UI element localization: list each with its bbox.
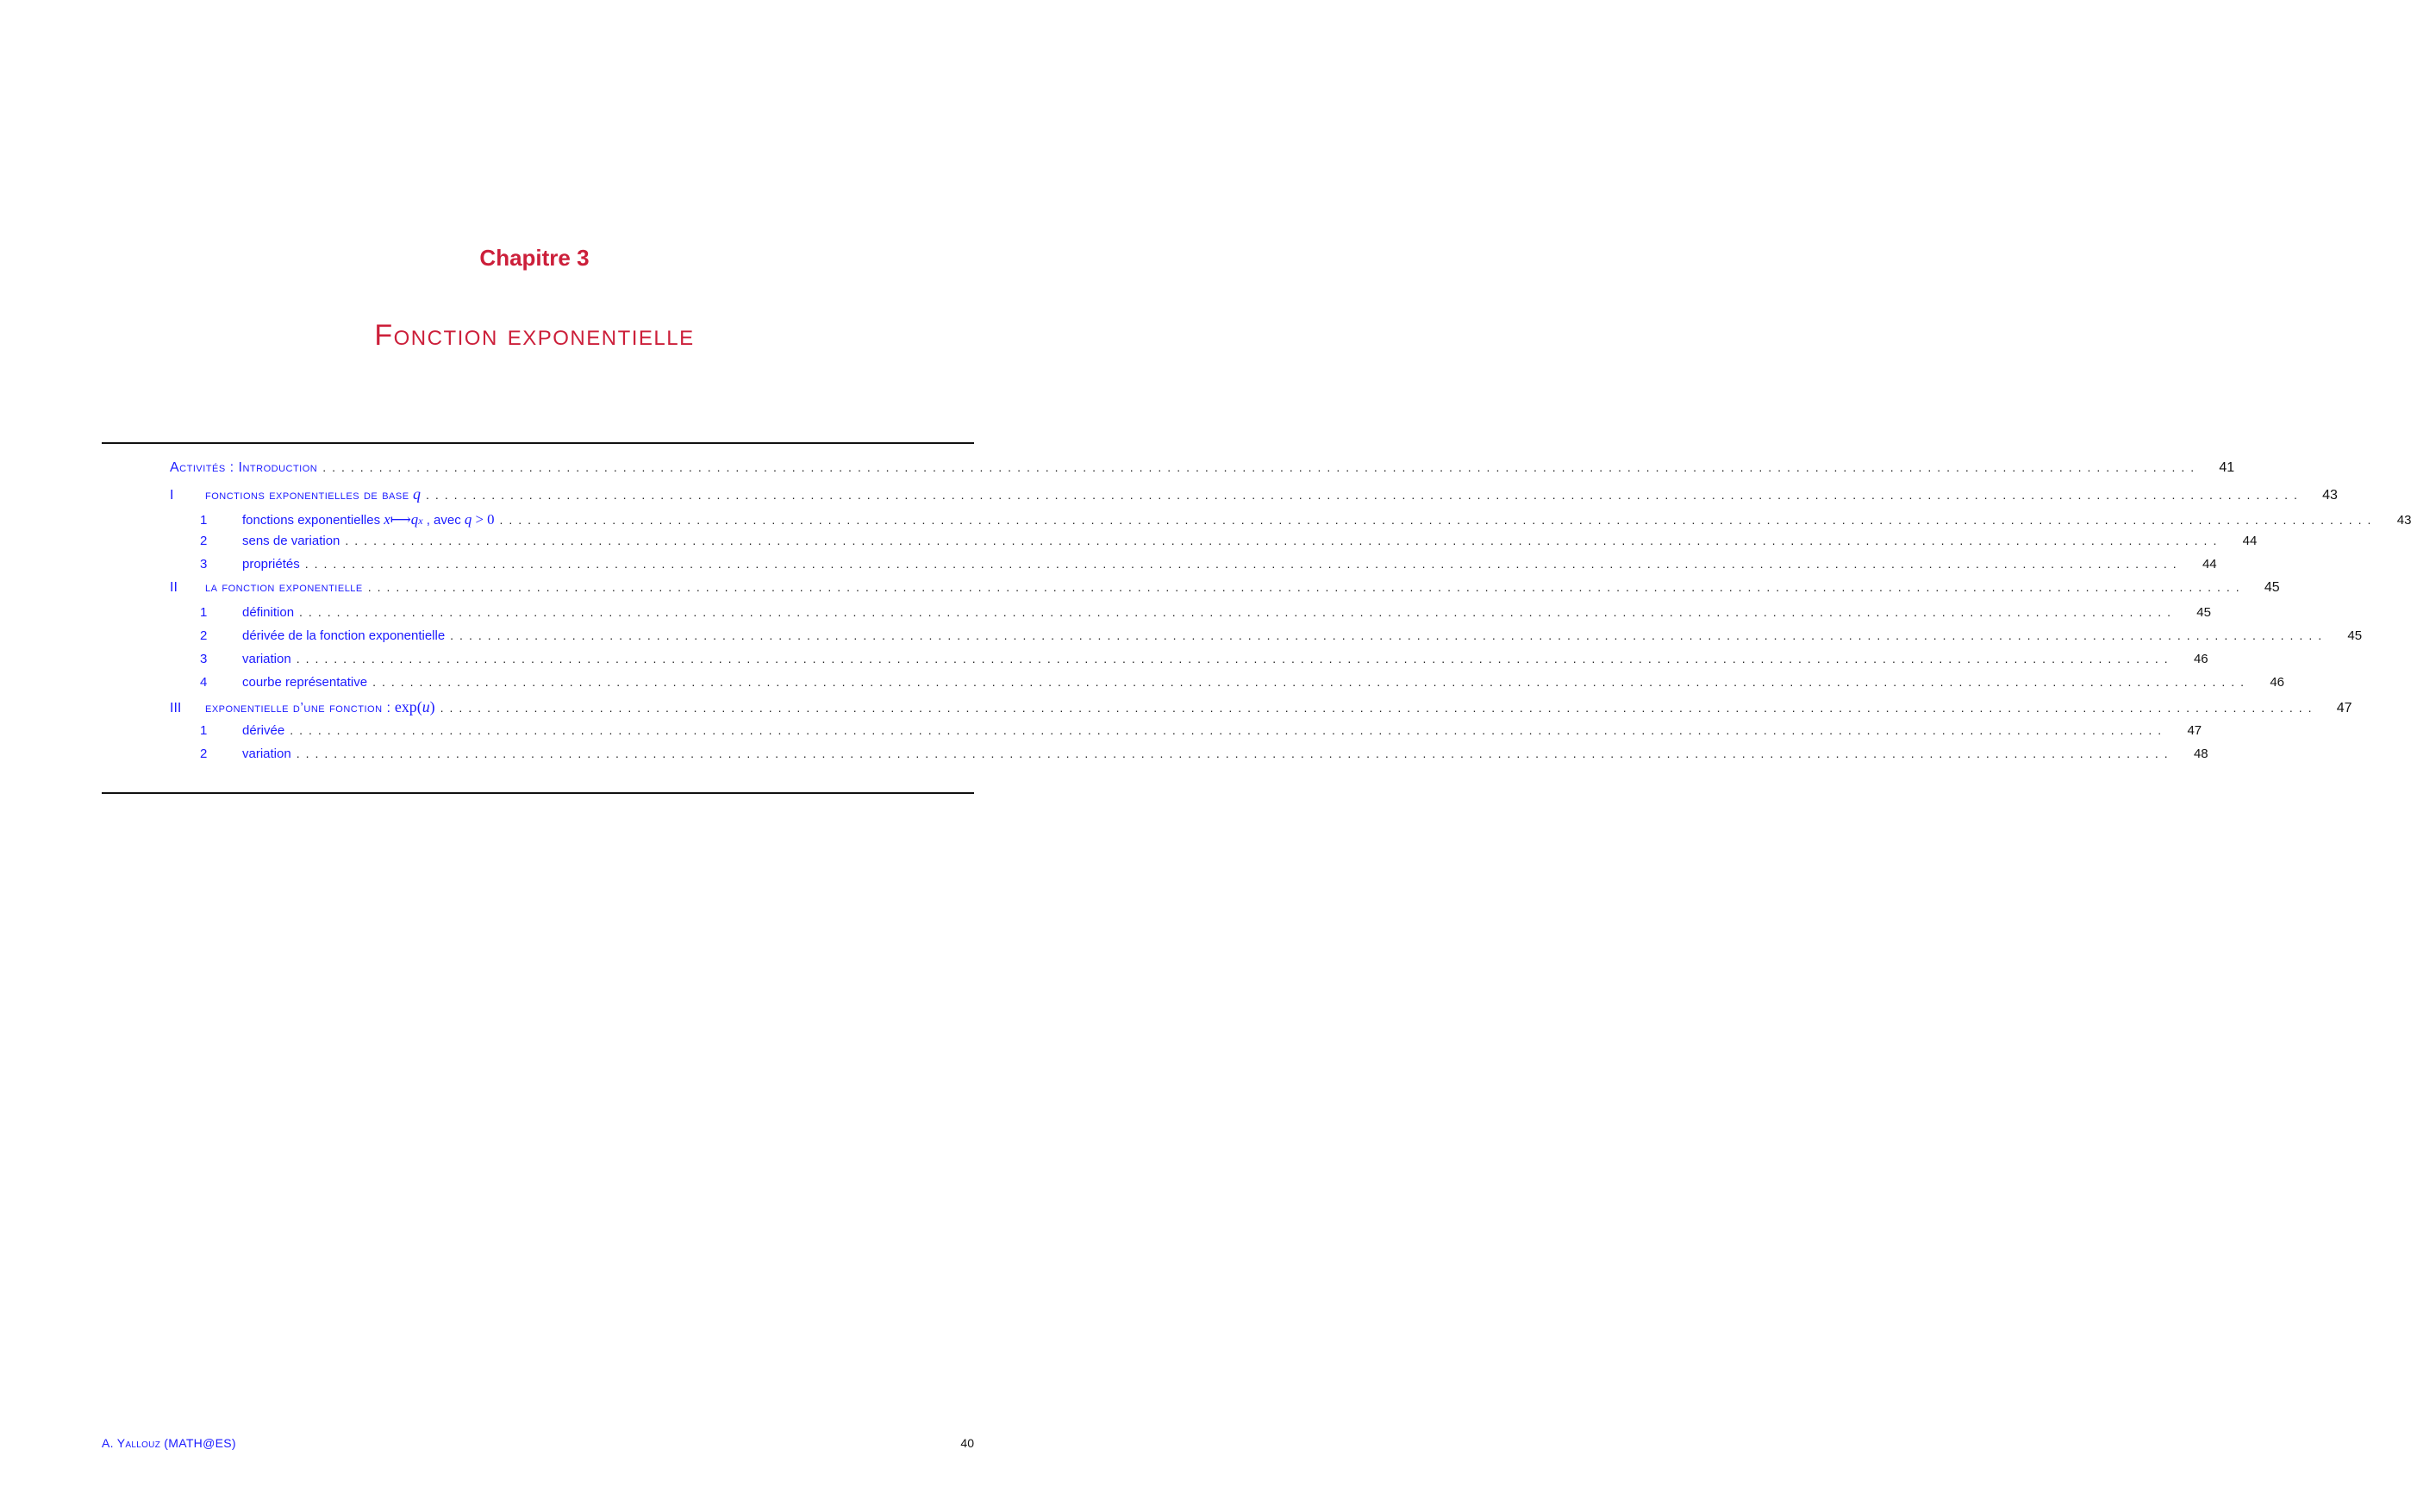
- math-variable: q: [464, 511, 472, 528]
- toc-entry-label: dérivée: [242, 723, 285, 738]
- toc-subsection-2-1[interactable]: [170, 605, 2211, 628]
- footer-author: A. Yallouz (MATH@ES): [102, 1436, 236, 1450]
- toc-page-number: 45: [2264, 580, 2280, 595]
- toc-entry-text: , avec: [426, 513, 461, 528]
- dot-leader: ........................................................................................................................................................................................................: [299, 605, 2177, 619]
- table-of-contents: [170, 460, 2411, 770]
- toc-subsection-3-2[interactable]: [170, 747, 2208, 770]
- subsection-number: 1: [200, 723, 208, 738]
- math-variable: q: [413, 485, 421, 503]
- toc-entry-label: propriétés: [242, 557, 300, 572]
- toc-page-number: 47: [2336, 701, 2352, 715]
- toc-subsection-2-2[interactable]: [170, 628, 2363, 652]
- math-function: exp(: [394, 698, 422, 715]
- subsection-number: 3: [200, 652, 208, 666]
- toc-subsection-1-3[interactable]: [170, 557, 2217, 580]
- dot-leader: ........................................................................................................................................................................................................: [290, 723, 2168, 737]
- subsection-number: 2: [200, 534, 208, 548]
- dot-leader: ........................................................................................................................................................................................................: [499, 513, 2377, 527]
- dot-leader: ........................................................................................................................................................................................................: [296, 652, 2174, 665]
- math-variable: q: [410, 511, 419, 528]
- toc-subsection-1-2[interactable]: [170, 534, 2258, 557]
- section-number: I: [170, 488, 174, 503]
- toc-entry-label: la fonction exponentielle: [205, 580, 363, 595]
- toc-entry-label: courbe représentative: [242, 675, 368, 690]
- section-number: II: [170, 580, 178, 595]
- toc-subsection-2-4[interactable]: [170, 675, 2285, 698]
- section-number: III: [170, 701, 182, 715]
- chapter-title: Fonction exponentielle: [374, 319, 695, 352]
- toc-entry-label: fonctions exponentielles: [242, 513, 381, 528]
- toc-subsection-2-3[interactable]: [170, 652, 2208, 675]
- subsection-number: 4: [200, 675, 208, 690]
- footer-page-number: 40: [960, 1436, 974, 1450]
- subsection-number: 1: [200, 605, 208, 620]
- toc-entry-label: variation: [242, 652, 291, 666]
- toc-entry-label: fonctions exponentielles de base: [205, 488, 409, 503]
- toc-entry-intro[interactable]: [170, 460, 2235, 485]
- top-rule: [102, 442, 974, 444]
- toc-page-number: 46: [2193, 652, 2208, 666]
- toc-entry-label: sens de variation: [242, 534, 340, 548]
- toc-page-number: 41: [2219, 460, 2235, 475]
- subsection-number: 1: [200, 513, 208, 528]
- subsection-number: 2: [200, 628, 208, 643]
- toc-page-number: 43: [2396, 513, 2411, 528]
- dot-leader: ........................................................................................................................................................................................................: [296, 747, 2174, 760]
- dot-leader: ........................................................................................................................................................................................................: [367, 580, 2245, 594]
- subsection-number: 2: [200, 747, 208, 761]
- dot-leader: ........................................................................................................................................................................................................: [425, 488, 2303, 502]
- toc-page-number: 45: [2196, 605, 2211, 620]
- bottom-rule: [102, 792, 974, 794]
- math-paren: ): [429, 698, 435, 715]
- toc-entry-label: variation: [242, 747, 291, 761]
- math-condition: > 0: [475, 511, 495, 528]
- toc-page-number: 45: [2347, 628, 2363, 643]
- math-variable: u: [422, 698, 430, 715]
- toc-page-number: 44: [2242, 534, 2258, 548]
- dot-leader: ........................................................................................................................................................................................................: [304, 557, 2183, 571]
- dot-leader: ........................................................................................................................................................................................................: [450, 628, 2328, 642]
- math-exponent: x: [418, 515, 423, 527]
- toc-entry-label: dérivée de la fonction exponentielle: [242, 628, 446, 643]
- toc-subsection-1-1[interactable]: [170, 510, 2411, 534]
- dot-leader: ........................................................................................................................................................................................................: [345, 534, 2223, 547]
- toc-page-number: 43: [2322, 488, 2338, 503]
- math-variable: x: [384, 511, 390, 528]
- toc-section-1[interactable]: [170, 485, 2338, 510]
- toc-page-number: 46: [2270, 675, 2285, 690]
- toc-entry-label: Activités : Introduction: [170, 460, 318, 475]
- toc-page-number: 44: [2202, 557, 2217, 572]
- dot-leader: ........................................................................................................................................................................................................: [440, 701, 2318, 715]
- toc-section-3[interactable]: [170, 698, 2352, 723]
- chapter-label: Chapitre 3: [479, 245, 590, 271]
- toc-page-number: 48: [2193, 747, 2208, 761]
- maps-to-arrow: ⟼: [390, 511, 411, 528]
- dot-leader: ........................................................................................................................................................................................................: [322, 460, 2201, 474]
- dot-leader: ........................................................................................................................................................................................................: [372, 675, 2251, 689]
- toc-entry-label: définition: [242, 605, 295, 620]
- toc-subsection-3-1[interactable]: [170, 723, 2202, 747]
- toc-section-2[interactable]: [170, 580, 2280, 605]
- toc-page-number: 47: [2187, 723, 2202, 738]
- toc-entry-label: exponentielle d’une fonction :: [205, 701, 391, 715]
- subsection-number: 3: [200, 557, 208, 572]
